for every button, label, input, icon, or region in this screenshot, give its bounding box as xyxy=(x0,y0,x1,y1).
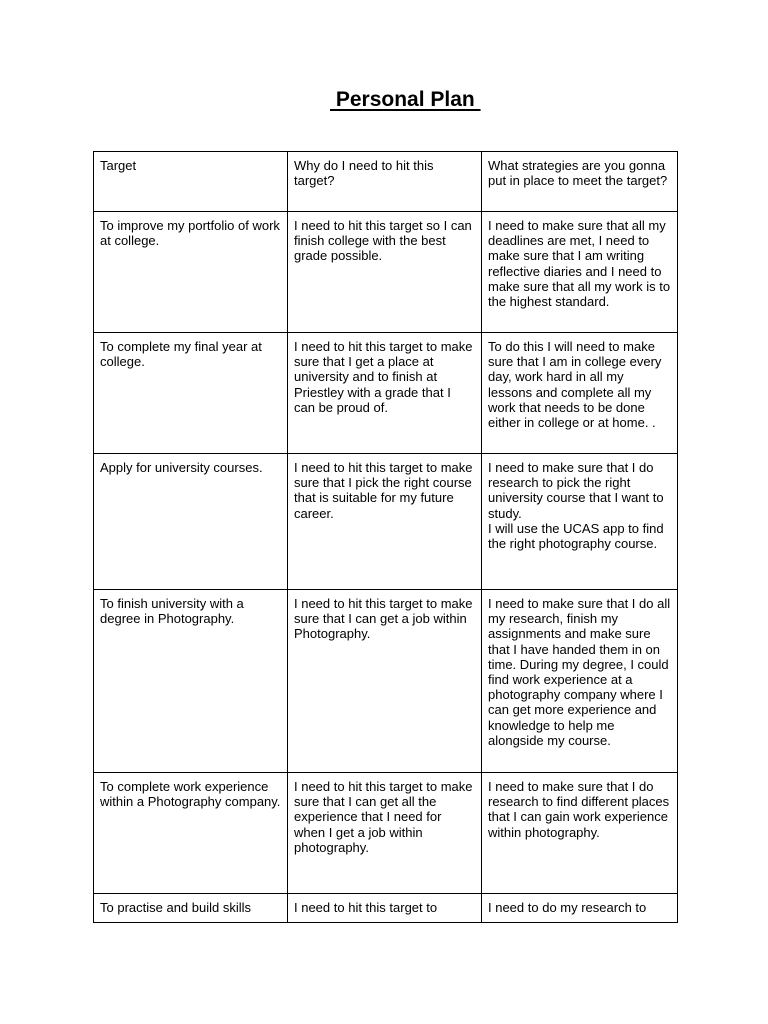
target-cell: To practise and build skills xyxy=(94,894,288,923)
why-cell: I need to hit this target to make sure that I get a place at university and to finish at Priestley with a grade that I can be proud of. xyxy=(288,333,482,454)
strategy-cell: I need to make sure that I do all my research, finish my assignments and make sure that I have handed them in on time. During my degree, I could find work experience at a photography company where I can get more experience and knowledge to help me alongside my course. xyxy=(482,590,678,773)
target-cell: To finish university with a degree in Photography. xyxy=(94,590,288,773)
header-why: Why do I need to hit this target? xyxy=(288,152,482,212)
target-cell: To complete work experience within a Photography company. xyxy=(94,773,288,894)
strategy-cell: I need to make sure that all my deadlines are met, I need to make sure that I am writing reflective diaries and I need to make sure that all my work is to the highest standard. xyxy=(482,212,678,333)
strategy-cell: I need to make sure that I do research to find different places that I can gain work experience within photography. xyxy=(482,773,678,894)
strategy-cell: I need to make sure that I do research to pick the right university course that I want to study. I will use the UCAS app to find the right photography course. xyxy=(482,454,678,590)
target-cell: Apply for university courses. xyxy=(94,454,288,590)
why-cell: I need to hit this target to make sure that I can get a job within Photography. xyxy=(288,590,482,773)
table-row xyxy=(94,894,678,923)
table-row xyxy=(94,773,678,894)
table-row xyxy=(94,454,678,590)
why-cell: I need to hit this target to make sure that I can get all the experience that I need for when I get a job within photography. xyxy=(288,773,482,894)
strategy-cell: To do this I will need to make sure that I am in college every day, work hard in all my lessons and complete all my work that needs to be done either in college or at home. . xyxy=(482,333,678,454)
strategy-cell: I need to do my research to xyxy=(482,894,678,923)
table-row xyxy=(94,333,678,454)
header-target: Target xyxy=(94,152,288,212)
why-cell: I need to hit this target to xyxy=(288,894,482,923)
target-cell: To improve my portfolio of work at college. xyxy=(94,212,288,333)
personal-plan-table xyxy=(93,151,678,923)
page-title: Personal Plan xyxy=(330,88,481,111)
table-row xyxy=(94,212,678,333)
header-strategies: What strategies are you gonna put in place to meet the target? xyxy=(482,152,678,212)
why-cell: I need to hit this target to make sure that I pick the right course that is suitable for my future career. xyxy=(288,454,482,590)
why-cell: I need to hit this target so I can finish college with the best grade possible. xyxy=(288,212,482,333)
target-cell: To complete my final year at college. xyxy=(94,333,288,454)
table-row xyxy=(94,590,678,773)
table-header-row xyxy=(94,152,678,212)
